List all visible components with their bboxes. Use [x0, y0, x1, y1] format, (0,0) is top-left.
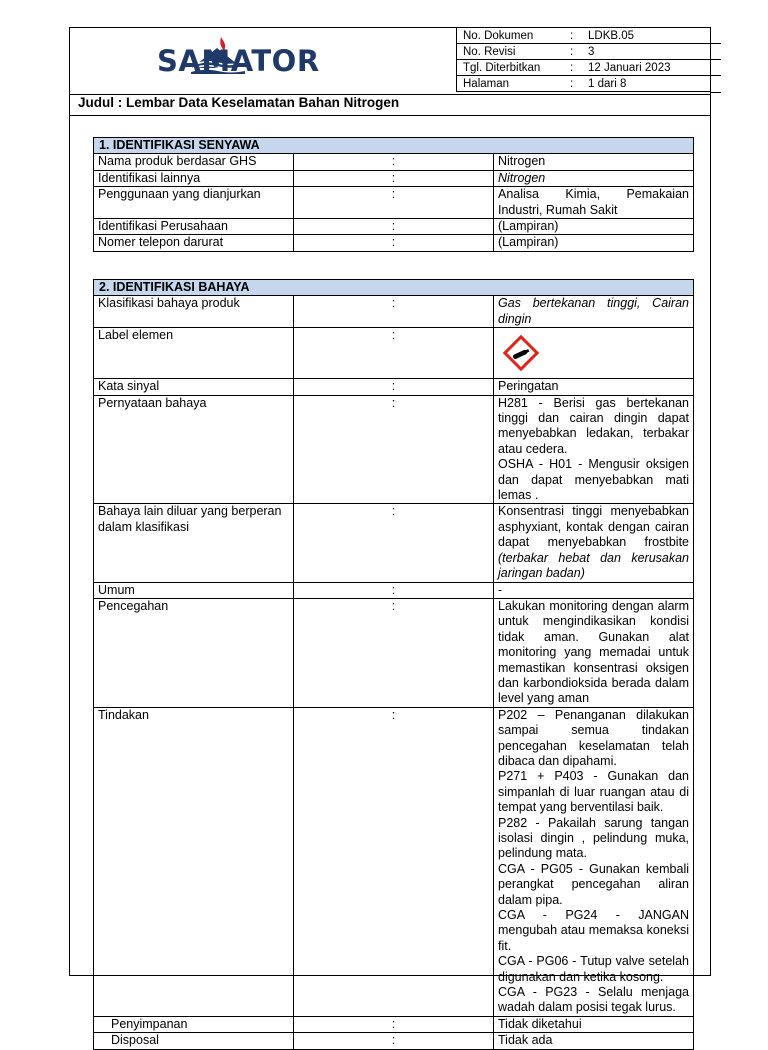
action-line: CGA - PG05 - Gunakan kembali perangkat pencegahan aliran dalam pipa.: [498, 861, 689, 907]
meta-value: 3: [580, 44, 711, 60]
meta-label: No. Dokumen: [457, 28, 567, 44]
section-identifikasi-senyawa: [93, 137, 694, 252]
table-row: [94, 395, 694, 504]
row-label: Label elemen: [94, 328, 294, 379]
meta-sep: :: [566, 76, 580, 92]
row-label: Identifikasi Perusahaan: [94, 219, 294, 235]
meta-value: 12 Januari 2023: [580, 60, 711, 76]
row-sep: :: [294, 582, 494, 598]
table-row: [94, 235, 694, 251]
meta-label: No. Revisi: [457, 44, 567, 60]
row-value: Lakukan monitoring dengan alarm untuk mengindikasikan kondisi tidak aman. Gunakan alat monitoring yang memadai untuk memastikan konsentrasi oksigen dan karbondioksida berada dalam level yang aman: [494, 598, 694, 707]
section-heading: 1. IDENTIFIKASI SENYAWA: [94, 138, 694, 154]
table-row: [94, 219, 694, 235]
table-row: [94, 707, 694, 1016]
section-heading: 2. IDENTIFIKASI BAHAYA: [94, 280, 694, 296]
meta-value: 1 dari 8: [580, 76, 711, 92]
table-row: [94, 379, 694, 395]
row-label: Nama produk berdasar GHS: [94, 154, 294, 170]
document-title: Judul : Lembar Data Keselamatan Bahan Nitrogen: [78, 95, 400, 110]
table-row: [94, 328, 694, 379]
row-label: Nomer telepon darurat: [94, 235, 294, 251]
row-sep: :: [294, 707, 494, 1016]
meta-divider: [711, 43, 721, 44]
statement-line: H281 - Berisi gas bertekanan tinggi dan cairan dingin dapat menyebabkan ledakan, terbakar atau cedera.: [498, 395, 689, 456]
section-identifikasi-bahaya: [93, 279, 694, 1050]
meta-divider: [711, 92, 721, 93]
table-row: [94, 296, 694, 328]
row-value: (Lampiran): [494, 235, 694, 251]
row-sep: :: [294, 598, 494, 707]
row-value: Analisa Kimia, Pemakaian Industri, Rumah Sakit: [494, 187, 694, 219]
row-value: [494, 395, 694, 504]
row-sep: :: [294, 296, 494, 328]
row-label: Disposal: [94, 1033, 294, 1049]
row-label: Kata sinyal: [94, 379, 294, 395]
row-sep: :: [294, 1016, 494, 1032]
row-label: Umum: [94, 582, 294, 598]
action-line: CGA - PG24 - JANGAN mengubah atau memaksa koneksi fit.: [498, 908, 689, 953]
section-heading-row: [94, 138, 694, 154]
action-line: P202 – Penanganan dilakukan sampai semua tindakan pencegahan keselamatan telah dibaca dan dipahami.: [498, 707, 689, 768]
meta-row: [457, 28, 712, 44]
table-row: [94, 1033, 694, 1049]
table-row: [94, 1016, 694, 1032]
row-value: Nitrogen: [494, 154, 694, 170]
row-label: Penyimpanan: [94, 1016, 294, 1032]
meta-label: Tgl. Diterbitkan: [457, 60, 567, 76]
row-sep: :: [294, 219, 494, 235]
value-text: Konsentrasi tinggi menyebabkan asphyxiant, kontak dengan cairan dapat menyebabkan frostbite: [498, 504, 689, 550]
row-value: [494, 328, 694, 379]
meta-label: Halaman: [457, 76, 567, 92]
action-line: P282 - Pakailah sarung tangan isolasi dingin , pelindung muka, pelindung mata.: [498, 815, 689, 861]
row-label: Tindakan: [94, 707, 294, 1016]
row-value: Peringatan: [494, 379, 694, 395]
table-row: [94, 504, 694, 582]
meta-sep: :: [566, 28, 580, 44]
section-heading-row: [94, 280, 694, 296]
meta-divider: [711, 59, 721, 60]
meta-row: [457, 60, 712, 76]
meta-sep: :: [566, 60, 580, 76]
statement-line: OSHA - H01 - Mengusir oksigen dan dapat menyebabkan mati lemas .: [498, 457, 689, 503]
row-value: Tidak ada: [494, 1033, 694, 1049]
document-meta-table: [456, 27, 711, 92]
value-text-italic: (terbakar hebat dan kerusakan jaringan badan): [498, 550, 689, 581]
table-row: [94, 582, 694, 598]
row-sep: :: [294, 170, 494, 186]
action-line: CGA - PG23 - Selalu menjaga wadah dalam posisi tegak lurus.: [498, 985, 689, 1015]
row-label: Pernyataan bahaya: [94, 395, 294, 504]
row-sep: :: [294, 328, 494, 379]
table-row: [94, 187, 694, 219]
row-value: -: [494, 582, 694, 598]
row-value: Nitrogen: [494, 170, 694, 186]
row-label: Pencegahan: [94, 598, 294, 707]
row-value: [494, 504, 694, 582]
meta-value: LDKB.05: [580, 28, 711, 44]
action-line: CGA - PG06 - Tutup valve setelah digunakan dan ketika kosong.: [498, 954, 689, 984]
table-row: [94, 598, 694, 707]
row-label: Bahaya lain diluar yang berperan dalam klasifikasi: [94, 504, 294, 582]
row-sep: :: [294, 395, 494, 504]
row-label: Identifikasi lainnya: [94, 170, 294, 186]
action-line: P271 + P403 - Gunakan dan simpanlah di luar ruangan atau di tempat yang berventilasi baik.: [498, 769, 689, 815]
table-row: [94, 154, 694, 170]
row-sep: :: [294, 1033, 494, 1049]
row-label: Penggunaan yang dianjurkan: [94, 187, 294, 219]
row-sep: :: [294, 379, 494, 395]
meta-sep: :: [566, 44, 580, 60]
company-logo-text: SAMATOR: [157, 44, 320, 78]
gas-cylinder-pictogram-icon: [502, 334, 540, 372]
row-sep: :: [294, 504, 494, 582]
row-value: Tidak diketahui: [494, 1016, 694, 1032]
row-label: Klasifikasi bahaya produk: [94, 296, 294, 328]
row-sep: :: [294, 187, 494, 219]
row-sep: :: [294, 235, 494, 251]
table-row: [94, 170, 694, 186]
meta-divider: [711, 75, 721, 76]
meta-row: [457, 76, 712, 92]
row-sep: :: [294, 154, 494, 170]
row-value: Gas bertekanan tinggi, Cairan dingin: [494, 296, 694, 328]
row-value: (Lampiran): [494, 219, 694, 235]
meta-row: [457, 44, 712, 60]
row-value: [494, 707, 694, 1016]
